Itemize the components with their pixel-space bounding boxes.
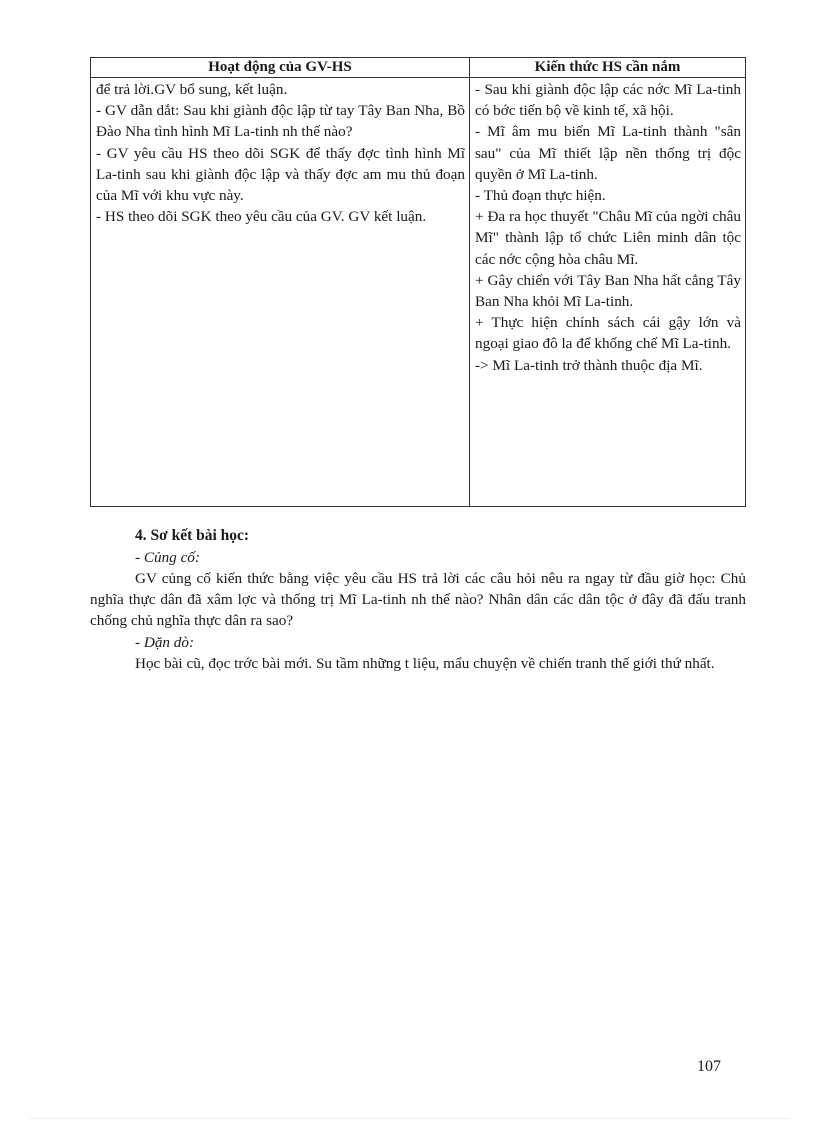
homework-label: - Dặn dò: xyxy=(135,634,195,651)
header-student-knowledge: Kiến thức HS cần nắm xyxy=(470,58,746,78)
activity-line: để trả lời.GV bổ sung, kết luận. xyxy=(96,81,288,98)
page-edge-divider xyxy=(30,1118,790,1119)
knowledge-line: - Thủ đoạn thực hiện. xyxy=(475,187,606,205)
consolidate-label: - Củng cố: xyxy=(135,549,200,566)
knowledge-line: + Thực hiện chính sách cái gậy lớn và ngoại giao đô la để khống chế Mĩ La-tinh. xyxy=(475,314,741,353)
activity-cell xyxy=(91,78,470,507)
homework-text: Học bài cũ, đọc trớc bài mới. Su tầm những t liệu, mẩu chuyện về chiến tranh thế giới thứ nhất. xyxy=(135,655,715,672)
activity-line: - GV yêu cầu HS theo dõi SGK để thấy đợc tình hình Mĩ La-tinh sau khi giành độc lập và thấy đợc am mu thủ đoạn của Mĩ với khu vực này. xyxy=(96,144,465,205)
knowledge-line: - Sau khi giành độc lập các nớc Mĩ La-tinh có bớc tiến bộ về kinh tế, xã hội. xyxy=(475,81,741,120)
lesson-table xyxy=(90,57,746,507)
table-header-row xyxy=(91,58,746,78)
header-teacher-student-activity: Hoạt động của GV-HS xyxy=(91,58,470,78)
summary-heading: 4. Sơ kết bài học: xyxy=(135,527,250,544)
consolidate-text: GV củng cố kiến thức bằng việc yêu cầu HS trả lời các câu hỏi nêu ra ngay từ đầu giờ học: Chủ nghĩa thực dân đã xâm lợc và thống trị Mĩ La-tinh nh thế nào? Nhân dân các dân tộc ở đây đã đấu tranh chống chủ nghĩa thực dân ra sao? xyxy=(90,570,746,630)
page-number: 107 xyxy=(697,1058,721,1075)
knowledge-line: + Gây chiến với Tây Ban Nha hất cẳng Tây Ban Nha khỏi Mĩ La-tinh. xyxy=(475,271,741,311)
table-row xyxy=(91,78,746,507)
activity-line: - HS theo dõi SGK theo yêu cầu của GV. GV kết luận. xyxy=(96,208,427,226)
knowledge-line: + Đa ra học thuyết "Châu Mĩ của ngời châu Mĩ" thành lập tổ chức Liên minh dân tộc các nớc cộng hòa châu Mĩ. xyxy=(475,208,741,268)
knowledge-cell xyxy=(470,78,746,507)
activity-line: - GV dẫn dắt: Sau khi giành độc lập từ tay Tây Ban Nha, Bồ Đào Nha tình hình Mĩ La-tinh nh thế nào? xyxy=(96,102,465,141)
knowledge-line: - Mĩ âm mu biến Mĩ La-tinh thành "sân sau" của Mĩ thiết lập nền thống trị độc quyền ở Mĩ La-tinh. xyxy=(475,123,741,183)
knowledge-line: -> Mĩ La-tinh trở thành thuộc địa Mĩ. xyxy=(475,356,703,374)
